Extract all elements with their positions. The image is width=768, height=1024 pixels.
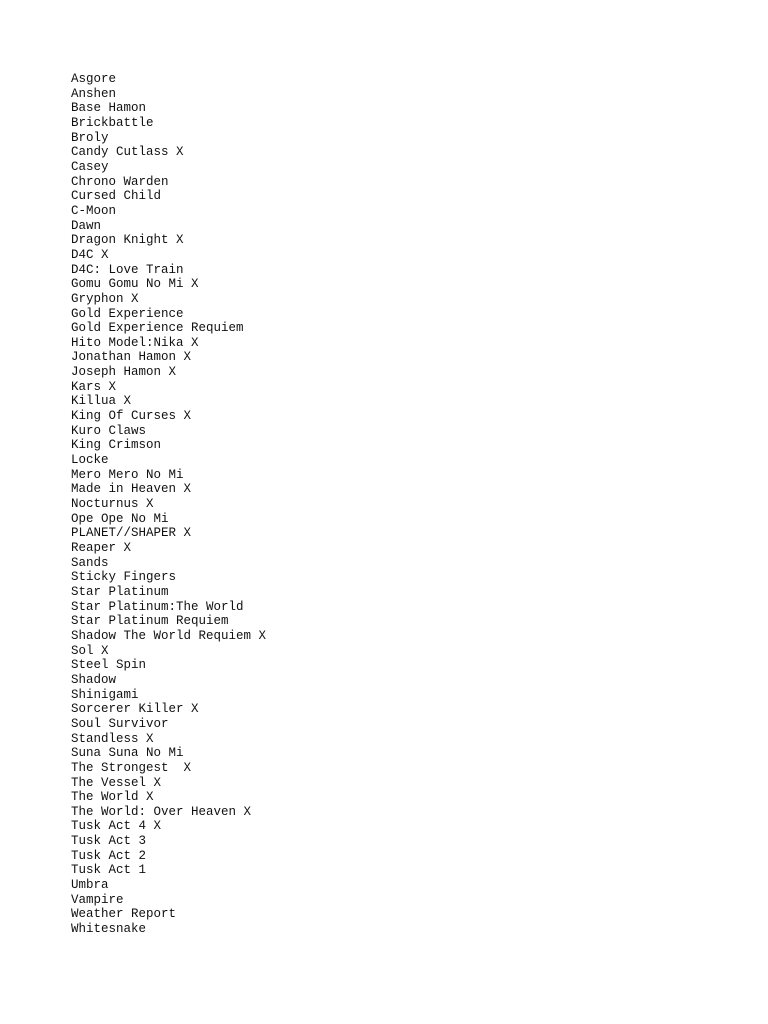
text-line: Jonathan Hamon X bbox=[71, 350, 192, 365]
text-line: Asgore bbox=[71, 72, 117, 86]
text-line: Mero Mero No Mi bbox=[71, 467, 184, 482]
text-line: Umbra bbox=[71, 878, 109, 893]
text-line: Anshen bbox=[71, 86, 117, 101]
text-line: Broly bbox=[71, 130, 109, 145]
text-line: The Strongest X bbox=[71, 760, 192, 775]
text-line: Joseph Hamon X bbox=[71, 365, 177, 380]
text-line: D4C: Love Train bbox=[71, 262, 184, 277]
text-line: Killua X bbox=[71, 394, 132, 409]
text-line: Gryphon X bbox=[71, 291, 139, 306]
text-line: The World X bbox=[71, 790, 154, 805]
text-line: Kars X bbox=[71, 379, 117, 394]
text-line: Weather Report bbox=[71, 907, 177, 922]
text-line: King Crimson bbox=[71, 438, 162, 453]
text-line: Tusk Act 3 bbox=[71, 834, 147, 849]
text-line: Standless X bbox=[71, 731, 154, 746]
text-line: Star Platinum:The World bbox=[71, 599, 244, 614]
text-line: Sticky Fingers bbox=[71, 570, 177, 585]
text-line: Star Platinum bbox=[71, 584, 169, 599]
text-line: Star Platinum Requiem bbox=[71, 614, 229, 629]
text-line: Shinigami bbox=[71, 687, 139, 702]
text-line: Sorcerer Killer X bbox=[71, 702, 199, 717]
text-list bbox=[71, 72, 266, 937]
text-line: Suna Suna No Mi bbox=[71, 746, 184, 761]
text-line: Ope Ope No Mi bbox=[71, 511, 169, 526]
text-line: Casey bbox=[71, 159, 109, 174]
text-line: The Vessel X bbox=[71, 775, 162, 790]
text-line: Locke bbox=[71, 453, 109, 468]
text-line: PLANET//SHAPER X bbox=[71, 526, 192, 541]
text-line: Base Hamon bbox=[71, 101, 147, 116]
text-line: Candy Cutlass X bbox=[71, 145, 184, 160]
text-line: Kuro Claws bbox=[71, 423, 147, 438]
text-line: Cursed Child bbox=[71, 189, 162, 204]
text-line: Whitesnake bbox=[71, 922, 147, 937]
text-line: The World: Over Heaven X bbox=[71, 804, 252, 819]
text-line: Shadow bbox=[71, 672, 117, 687]
text-line: Tusk Act 2 bbox=[71, 848, 147, 863]
text-line: Steel Spin bbox=[71, 658, 147, 673]
text-line: Gomu Gomu No Mi X bbox=[71, 277, 199, 292]
text-line: Brickbattle bbox=[71, 115, 154, 130]
text-line: Nocturnus X bbox=[71, 497, 154, 512]
text-line: Gold Experience Requiem bbox=[71, 321, 244, 336]
text-line: C-Moon bbox=[71, 203, 117, 218]
text-line: King Of Curses X bbox=[71, 409, 192, 424]
text-line: Sol X bbox=[71, 643, 109, 658]
text-line: Soul Survivor bbox=[71, 716, 169, 731]
text-line: Made in Heaven X bbox=[71, 482, 192, 497]
text-line: Tusk Act 4 X bbox=[71, 819, 162, 834]
text-line: Reaper X bbox=[71, 541, 132, 555]
text-line: Hito Model:Nika X bbox=[71, 335, 199, 350]
text-line: Tusk Act 1 bbox=[71, 863, 147, 878]
text-line: Vampire bbox=[71, 892, 124, 907]
text-line: Dragon Knight X bbox=[71, 233, 184, 248]
text-line: Shadow The World Requiem X bbox=[71, 628, 267, 643]
text-line: Sands bbox=[71, 555, 109, 570]
text-line: Chrono Warden bbox=[71, 174, 169, 189]
text-line: Dawn bbox=[71, 218, 102, 233]
text-line: D4C X bbox=[71, 247, 109, 262]
text-line: Gold Experience bbox=[71, 306, 184, 321]
